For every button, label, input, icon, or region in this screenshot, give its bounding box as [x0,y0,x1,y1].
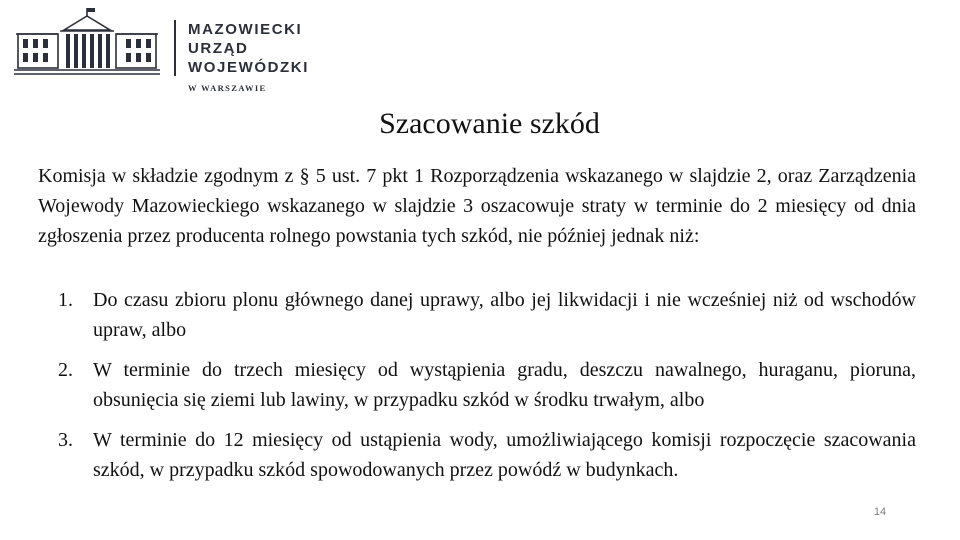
numbered-list [38,285,916,495]
logo-divider [174,20,176,76]
page-number: 14 [873,506,887,518]
slide-title: Szacowanie szkód [379,107,600,140]
logo-text [188,20,364,93]
list-item-number: 1. [58,289,73,311]
list-item-number: 3. [58,429,73,451]
logo-line-1: MAZOWIECKI [188,21,303,38]
logo-line-2: URZĄD WOJEWÓDZKI [188,40,309,76]
government-building-icon [14,8,160,76]
logo-line-3: W WARSZAWIE [188,83,267,93]
logo [14,8,364,93]
list-item-text: W terminie do trzech miesięcy od wystąpienia gradu, deszczu nawalnego, huraganu, pioruna, obsunięcia się ziemi lub lawiny, w przypadku szkód w środku trwałym, albo [93,359,916,411]
list-item-text: W terminie do 12 miesięcy od ustąpienia wody, umożliwiającego komisji rozpoczęcie szacowania szkód, w przypadku szkód spowodowanych przez powódź w budynkach. [93,429,916,481]
list-item [38,355,916,415]
list-item [38,285,916,345]
slide-title-container [0,104,960,144]
intro-paragraph: Komisja w składzie zgodnym z § 5 ust. 7 pkt 1 Rozporządzenia wskazanego w slajdzie 2, oraz Zarządzenia Wojewody Mazowieckiego wskazanego w slajdzie 3 oszacowuje straty w terminie do 2 miesięcy od dnia zgłoszenia przez producenta rolnego powstania tych szkód, nie później jednak niż: [38,165,916,247]
list-item-number: 2. [58,359,73,381]
list-item-text: Do czasu zbioru plonu głównego danej uprawy, albo jej likwidacji i nie wcześniej niż od wschodów upraw, albo [93,289,916,341]
list-item [38,425,916,485]
